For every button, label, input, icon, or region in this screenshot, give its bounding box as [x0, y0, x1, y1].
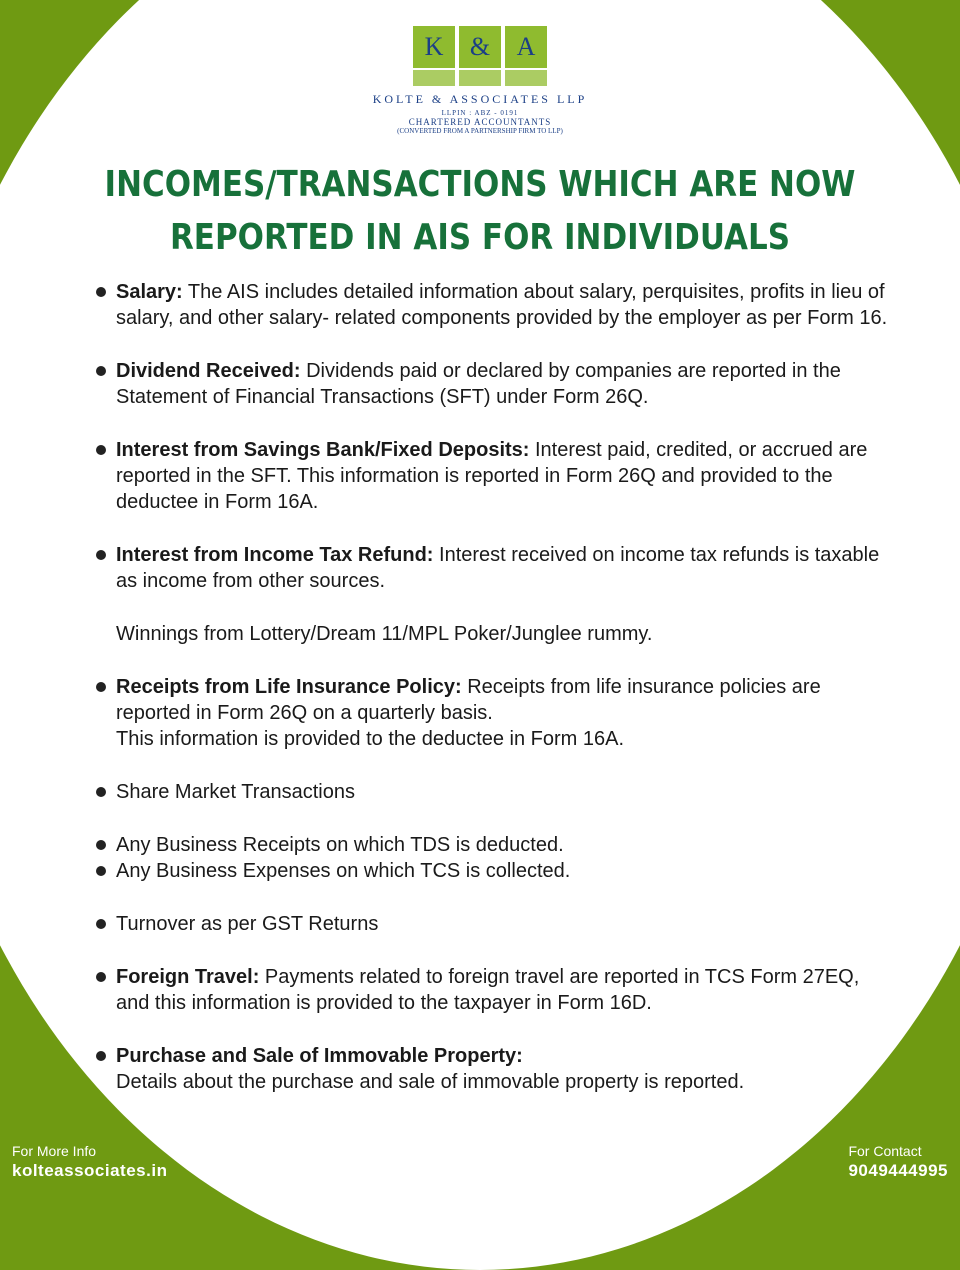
item-text: Details about the purchase and sale of immovable property is reported. [116, 1071, 745, 1093]
item-text: Payments related to foreign travel are reported in TCS Form 27EQ, and this information is provided to the taxpayer in Form 16D. [116, 966, 860, 1014]
list-item-business-receipts: Any Business Receipts on which TDS is deducted. [96, 832, 896, 858]
list-item-share-market: Share Market Transactions [96, 779, 896, 805]
firm-subtitle: CHARTERED ACCOUNTANTS [408, 117, 552, 128]
footer-contact-label: For Contact [848, 1143, 922, 1159]
item-heading: Receipts from Life Insurance Policy: [116, 676, 462, 698]
item-text: Interest paid, credited, or accrued are reported in the SFT. This information is reported in Form 26Q and provided to the deductee in Form 16A. [116, 439, 868, 513]
list-item-gst-turnover: Turnover as per GST Returns [96, 911, 896, 937]
list-item-immovable-property [96, 1043, 896, 1095]
item-text-2: This information is provided to the deductee in Form 16A. [116, 728, 625, 750]
firm-note: (CONVERTED FROM A PARTNERSHIP FIRM TO LLP) [397, 127, 563, 136]
logo-letter-ampersand: & [459, 26, 501, 68]
winnings-text: Winnings from Lottery/Dream 11/MPL Poker/Junglee rummy. [116, 623, 653, 645]
item-text: The AIS includes detailed information about salary, perquisites, profits in lieu of salary, and other salary- related components provided by the employer as per Form 16. [116, 281, 888, 329]
list-item-interest-deposits [96, 437, 896, 515]
item-list [96, 279, 896, 1095]
list-item-interest-refund [96, 542, 896, 594]
item-text: Interest received on income tax refunds is taxable as income from other sources. [116, 544, 880, 592]
logo-letter-a: A [505, 26, 547, 68]
firm-name: KOLTE & ASSOCIATES LLP [372, 92, 588, 106]
logo-mark [413, 26, 547, 68]
item-heading: Salary: [116, 281, 183, 303]
list-item-business-expenses: Any Business Expenses on which TCS is collected. [96, 858, 896, 884]
list-item-life-insurance [96, 674, 896, 752]
footer-website-link[interactable]: kolteassociates.in [12, 1161, 168, 1180]
list-item-dividend [96, 358, 896, 410]
footer-contact [848, 1142, 948, 1182]
item-heading: Dividend Received: [116, 360, 301, 382]
footer-info-label: For More Info [12, 1143, 97, 1159]
list-item-foreign-travel [96, 964, 896, 1016]
item-text: Receipts from life insurance policies are reported in Form 26Q on a quarterly basis. [116, 676, 821, 724]
logo-letter-k: K [413, 26, 455, 68]
item-heading: Purchase and Sale of Immovable Property: [116, 1045, 523, 1067]
item-text: Dividends paid or declared by companies are reported in the Statement of Financial Transactions (SFT) under Form 26Q. [116, 360, 841, 408]
item-heading: Interest from Savings Bank/Fixed Deposits: [116, 439, 530, 461]
title-line-2: REPORTED IN AIS FOR INDIVIDUALS [169, 217, 791, 258]
item-heading: Foreign Travel: [116, 966, 260, 988]
footer-info [12, 1142, 167, 1182]
footer-phone-number[interactable]: 9049444995 [848, 1161, 948, 1180]
firm-llpin: LLPIN : ABZ - 0191 [441, 109, 519, 117]
title-line-1: INCOMES/TRANSACTIONS WHICH ARE NOW [104, 164, 856, 205]
item-heading: Interest from Income Tax Refund: [116, 544, 434, 566]
page-title [67, 158, 893, 264]
firm-logo [0, 26, 960, 135]
list-item-salary [96, 279, 896, 331]
